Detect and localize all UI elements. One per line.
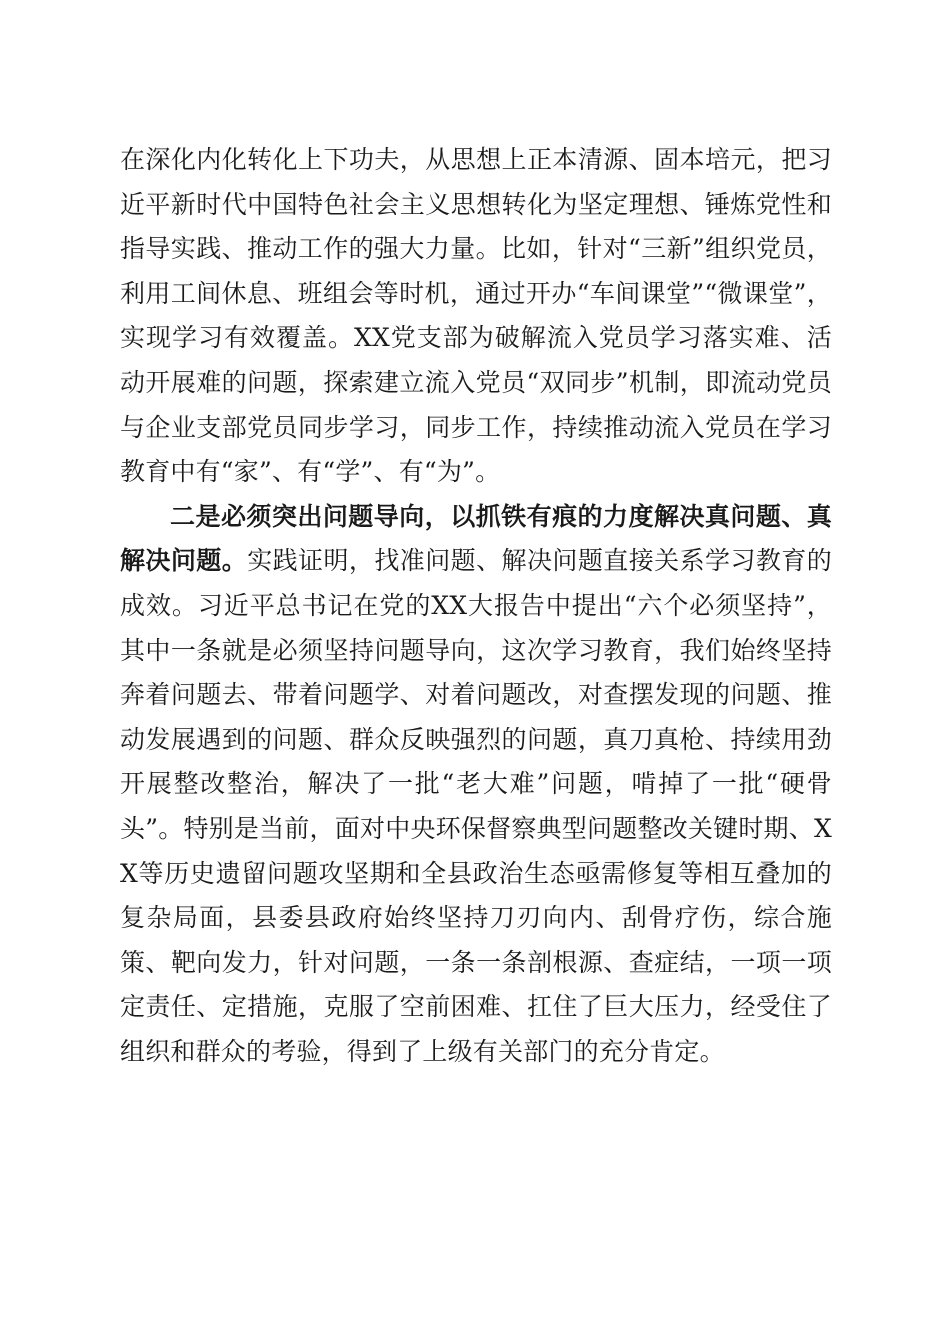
body-paragraph-2 [120,495,832,1075]
paragraph-2-lead-sentence: 二是必须突出问题导向，以抓铁有痕的力度解决真问题、真解决问题。 [120,501,832,576]
paragraph-1-text: 在深化内化转化上下功夫，从思想上正本清源、固本培元，把习近平新时代中国特色社会主义思想转化为坚定理想、锤炼党性和指导实践、推动工作的强大力量。比如，针对“三新”组织党员，利用工间休息、班组会等时机，通过开办“车间课堂”“微课堂”，实现学习有效覆盖。XX党支部为破解流入党员学习落实难、活动开展难的问题，探索建立流入党员“双同步”机制，即流动党员与企业支部党员同步学习，同步工作，持续推动流入党员在学习教育中有“家”、有“学”、有“为”。 [120,145,832,487]
body-paragraph-1 [120,138,832,495]
paragraph-2-text: 实践证明，找准问题、解决问题直接关系学习教育的成效。习近平总书记在党的XX大报告中提出“六个必须坚持”，其中一条就是必须坚持问题导向，这次学习教育，我们始终坚持奔着问题去、带着问题学、对着问题改，对查摆发现的问题、推动发展遇到的问题、群众反映强烈的问题，真刀真枪、持续用劲开展整改整治，解决了一批“老大难”问题，啃掉了一批“硬骨头”。特别是当前，面对中央环保督察典型问题整改关键时期、XX等历史遗留问题攻坚期和全县政治生态亟需修复等相互叠加的复杂局面，县委县政府始终坚持刀刃向内、刮骨疗伤，综合施策、靶向发力，针对问题，一条一条剖根源、查症结，一项一项定责任、定措施，克服了空前困难、扛住了巨大压力，经受住了组织和群众的考验，得到了上级有关部门的充分肯定。 [120,546,832,1066]
document-page [120,138,832,1074]
